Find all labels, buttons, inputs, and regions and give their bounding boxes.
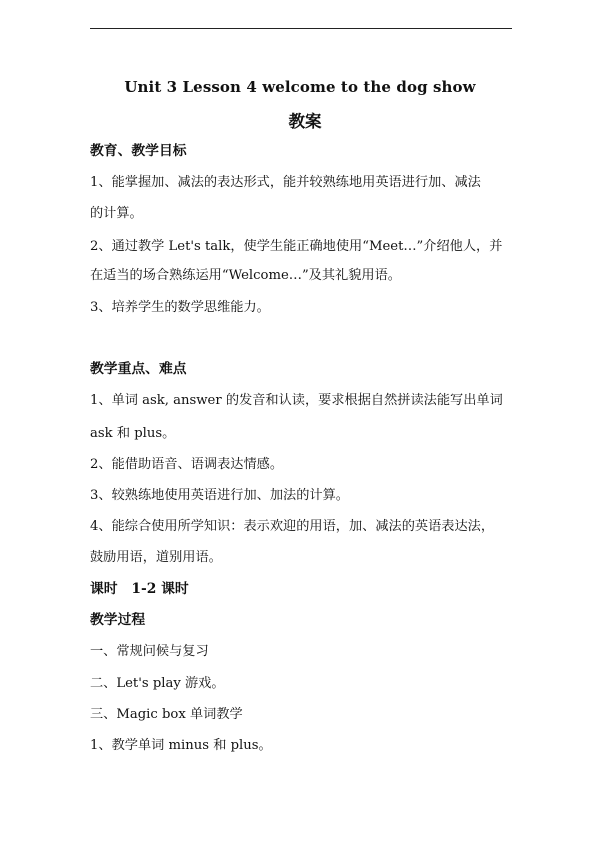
process-line-2: 二、Let's play 游戏。 [90, 676, 225, 691]
objective-line-5: 3、培养学生的数学思维能力。 [90, 300, 270, 315]
process-line-1: 一、常规问候与复习 [90, 644, 209, 659]
objective-line-3: 2、通过教学 Let's talk，使学生能正确地使用“Meet…”介绍他人，并 [90, 239, 503, 254]
title-english: Unit 3 Lesson 4 welcome to the dog show [124, 78, 476, 96]
keypoint-line-5: 4、能综合使用所学知识：表示欢迎的用语，加、减法的英语表达法， [90, 519, 495, 534]
heading-teaching-process: 教学过程 [90, 612, 146, 628]
keypoint-line-6: 鼓励用语，道别用语。 [90, 550, 222, 565]
title-chinese: 教案 [288, 112, 322, 131]
process-line-4: 1、教学单词 minus 和 plus。 [90, 738, 272, 753]
keypoint-line-4: 3、较熟练地使用英语进行加、加法的计算。 [90, 488, 349, 503]
objective-line-4: 在适当的场合熟练运用“Welcome…”及其礼貌用语。 [90, 268, 401, 283]
heading-key-points: 教学重点、难点 [90, 361, 187, 377]
objective-line-2: 的计算。 [90, 206, 143, 221]
heading-class-hours: 课时 1-2 课时 [90, 581, 189, 597]
keypoint-line-2: ask 和 plus。 [90, 426, 176, 441]
heading-teaching-objectives: 教育、教学目标 [90, 143, 187, 159]
process-line-3: 三、Magic box 单词教学 [90, 707, 243, 722]
objective-line-1: 1、能掌握加、减法的表达形式，能并较熟练地用英语进行加、减法 [90, 175, 481, 190]
header-rule [90, 28, 512, 29]
keypoint-line-1: 1、单词 ask, answer 的发音和认读，要求根据自然拼读法能写出单词 [90, 393, 503, 408]
keypoint-line-3: 2、能借助语音、语调表达情感。 [90, 457, 284, 472]
